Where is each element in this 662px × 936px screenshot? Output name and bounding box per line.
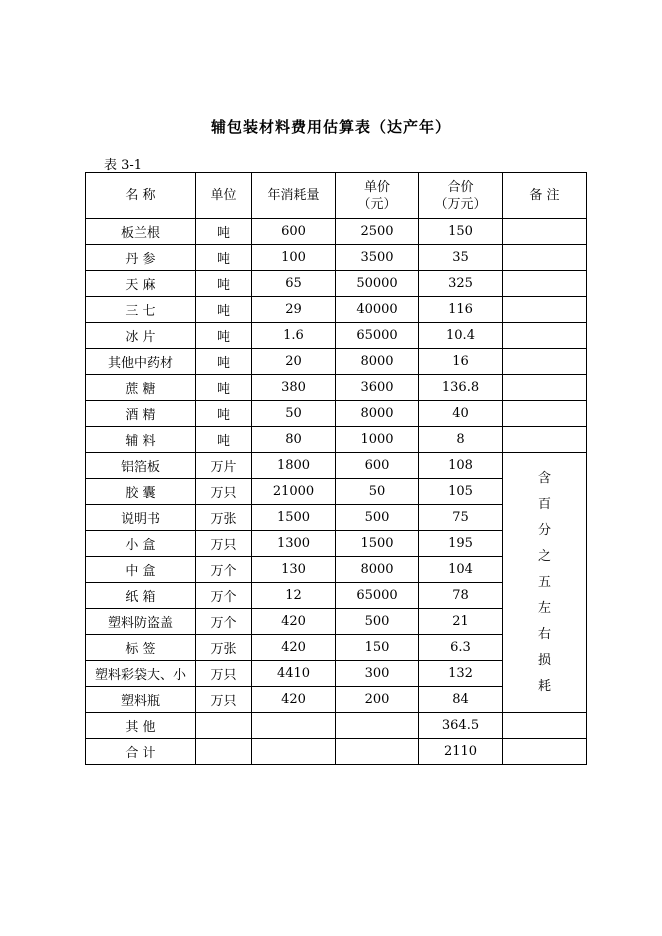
- note-char: 右: [537, 626, 551, 642]
- header-annual: 年消耗量: [252, 173, 336, 219]
- cell-name: 塑料彩袋大、小: [86, 661, 196, 687]
- cell-note: [503, 245, 587, 271]
- cell-unit: 吨: [196, 245, 252, 271]
- note-char: 含: [537, 470, 551, 486]
- cell-name: 塑料防盗盖: [86, 609, 196, 635]
- cell-annual: 12: [252, 583, 336, 609]
- cell-price: 300: [336, 661, 419, 687]
- cell-price: 500: [336, 609, 419, 635]
- cell-unit: 吨: [196, 349, 252, 375]
- cell-name: 板兰根: [86, 219, 196, 245]
- cell-price: 65000: [336, 323, 419, 349]
- header-price-line2: （元）: [357, 196, 397, 212]
- cell-total: 84: [419, 687, 503, 713]
- cell-annual: 1500: [252, 505, 336, 531]
- table-row: [86, 349, 587, 375]
- note-char: 左: [537, 600, 551, 616]
- cell-total: 10.4: [419, 323, 503, 349]
- cell-price: 3600: [336, 375, 419, 401]
- cell-total: 75: [419, 505, 503, 531]
- table-row: [86, 323, 587, 349]
- cell-price: 40000: [336, 297, 419, 323]
- cell-price: 65000: [336, 583, 419, 609]
- cell-annual: 600: [252, 219, 336, 245]
- cell-total: 364.5: [419, 713, 503, 739]
- cell-price: 50: [336, 479, 419, 505]
- cell-note: [503, 713, 587, 739]
- cell-name: 冰 片: [86, 323, 196, 349]
- cell-annual: 29: [252, 297, 336, 323]
- table-row: [86, 271, 587, 297]
- cell-annual: 420: [252, 687, 336, 713]
- table-row: [86, 245, 587, 271]
- cell-total: 2110: [419, 739, 503, 765]
- cell-annual: 80: [252, 427, 336, 453]
- cell-price: [336, 713, 419, 739]
- cell-price: [336, 739, 419, 765]
- cell-annual: 420: [252, 609, 336, 635]
- header-price: [336, 173, 419, 219]
- cell-unit: [196, 713, 252, 739]
- cell-annual: [252, 739, 336, 765]
- cell-name: 胶 囊: [86, 479, 196, 505]
- cell-total: 132: [419, 661, 503, 687]
- cell-annual: 21000: [252, 479, 336, 505]
- cell-price: 500: [336, 505, 419, 531]
- table-row: [86, 297, 587, 323]
- cell-unit: 万个: [196, 557, 252, 583]
- page-title: 辅包装材料费用估算表（达产年）: [210, 118, 451, 136]
- cell-total: 195: [419, 531, 503, 557]
- cell-note: [503, 427, 587, 453]
- header-name: 名 称: [86, 173, 196, 219]
- cell-name: 纸 箱: [86, 583, 196, 609]
- cell-unit: [196, 739, 252, 765]
- cell-name: 合 计: [86, 739, 196, 765]
- cell-unit: 吨: [196, 219, 252, 245]
- cell-note: [503, 739, 587, 765]
- cell-name: 小 盒: [86, 531, 196, 557]
- cell-annual: 1300: [252, 531, 336, 557]
- cell-note: [503, 297, 587, 323]
- cell-price: 8000: [336, 401, 419, 427]
- cell-note: [503, 401, 587, 427]
- cell-unit: 万只: [196, 479, 252, 505]
- table-row: [86, 401, 587, 427]
- table-row: [86, 219, 587, 245]
- cell-unit: 万个: [196, 583, 252, 609]
- cell-name: 三 七: [86, 297, 196, 323]
- cell-note: [503, 323, 587, 349]
- cell-note: [503, 219, 587, 245]
- cell-name: 天 麻: [86, 271, 196, 297]
- cell-price: 8000: [336, 349, 419, 375]
- header-unit: 单位: [196, 173, 252, 219]
- cell-unit: 吨: [196, 297, 252, 323]
- cell-price: 1000: [336, 427, 419, 453]
- cell-total: 16: [419, 349, 503, 375]
- cell-unit: 万片: [196, 453, 252, 479]
- cell-annual: 1800: [252, 453, 336, 479]
- cell-unit: 万张: [196, 635, 252, 661]
- header-total: [419, 173, 503, 219]
- cell-total: 325: [419, 271, 503, 297]
- cell-unit: 吨: [196, 427, 252, 453]
- cell-name: 其他中药材: [86, 349, 196, 375]
- cell-name: 酒 精: [86, 401, 196, 427]
- cell-note: [503, 271, 587, 297]
- cost-table: [85, 172, 587, 765]
- cell-unit: 万只: [196, 531, 252, 557]
- cell-total: 105: [419, 479, 503, 505]
- cell-annual: [252, 713, 336, 739]
- cell-price: 600: [336, 453, 419, 479]
- note-char: 损: [537, 652, 551, 668]
- note-char: 五: [537, 574, 551, 590]
- cell-note: [503, 375, 587, 401]
- cell-name: 丹 参: [86, 245, 196, 271]
- table-row: [86, 713, 587, 739]
- cell-name: 蔗 糖: [86, 375, 196, 401]
- cell-price: 2500: [336, 219, 419, 245]
- cell-unit: 吨: [196, 271, 252, 297]
- header-total-line1: 合价: [447, 179, 474, 195]
- table-body: [86, 219, 587, 765]
- cell-price: 3500: [336, 245, 419, 271]
- cell-annual: 65: [252, 271, 336, 297]
- cell-annual: 1.6: [252, 323, 336, 349]
- header-total-line2: （万元）: [434, 196, 487, 212]
- header-row: [86, 173, 587, 219]
- cell-total: 78: [419, 583, 503, 609]
- cell-unit: 万个: [196, 609, 252, 635]
- cell-price: 200: [336, 687, 419, 713]
- cell-total: 35: [419, 245, 503, 271]
- cell-annual: 20: [252, 349, 336, 375]
- cell-note: [503, 349, 587, 375]
- cell-annual: 380: [252, 375, 336, 401]
- header-note: 备 注: [503, 173, 587, 219]
- cell-name: 标 签: [86, 635, 196, 661]
- cell-price: 50000: [336, 271, 419, 297]
- cell-annual: 50: [252, 401, 336, 427]
- table-row: [86, 739, 587, 765]
- cell-price: 8000: [336, 557, 419, 583]
- cell-annual: 130: [252, 557, 336, 583]
- table-row: [86, 375, 587, 401]
- cell-total: 6.3: [419, 635, 503, 661]
- cell-name: 其 他: [86, 713, 196, 739]
- cell-total: 150: [419, 219, 503, 245]
- note-text: [503, 466, 586, 700]
- cell-total: 8: [419, 427, 503, 453]
- cell-unit: 万只: [196, 687, 252, 713]
- cell-total: 108: [419, 453, 503, 479]
- cell-unit: 万张: [196, 505, 252, 531]
- note-char: 耗: [537, 678, 551, 694]
- cell-name: 铝箔板: [86, 453, 196, 479]
- header-price-line1: 单价: [363, 179, 390, 195]
- table-label: 表 3-1: [104, 158, 143, 173]
- cell-name: 塑料瓶: [86, 687, 196, 713]
- cell-name: 中 盒: [86, 557, 196, 583]
- cell-total: 40: [419, 401, 503, 427]
- cell-annual: 4410: [252, 661, 336, 687]
- cell-unit: 吨: [196, 375, 252, 401]
- cell-price: 1500: [336, 531, 419, 557]
- note-char: 分: [537, 522, 551, 538]
- cell-total: 136.8: [419, 375, 503, 401]
- cell-total: 104: [419, 557, 503, 583]
- cell-unit: 万只: [196, 661, 252, 687]
- table-row: [86, 427, 587, 453]
- cell-name: 说明书: [86, 505, 196, 531]
- cell-total: 116: [419, 297, 503, 323]
- table-row: [86, 453, 587, 479]
- cell-total: 21: [419, 609, 503, 635]
- cell-annual: 420: [252, 635, 336, 661]
- note-char: 之: [537, 548, 551, 564]
- note-char: 百: [537, 496, 551, 512]
- cell-annual: 100: [252, 245, 336, 271]
- cell-price: 150: [336, 635, 419, 661]
- cell-name: 辅 料: [86, 427, 196, 453]
- cell-unit: 吨: [196, 401, 252, 427]
- cell-note-merged: [503, 453, 587, 713]
- cell-unit: 吨: [196, 323, 252, 349]
